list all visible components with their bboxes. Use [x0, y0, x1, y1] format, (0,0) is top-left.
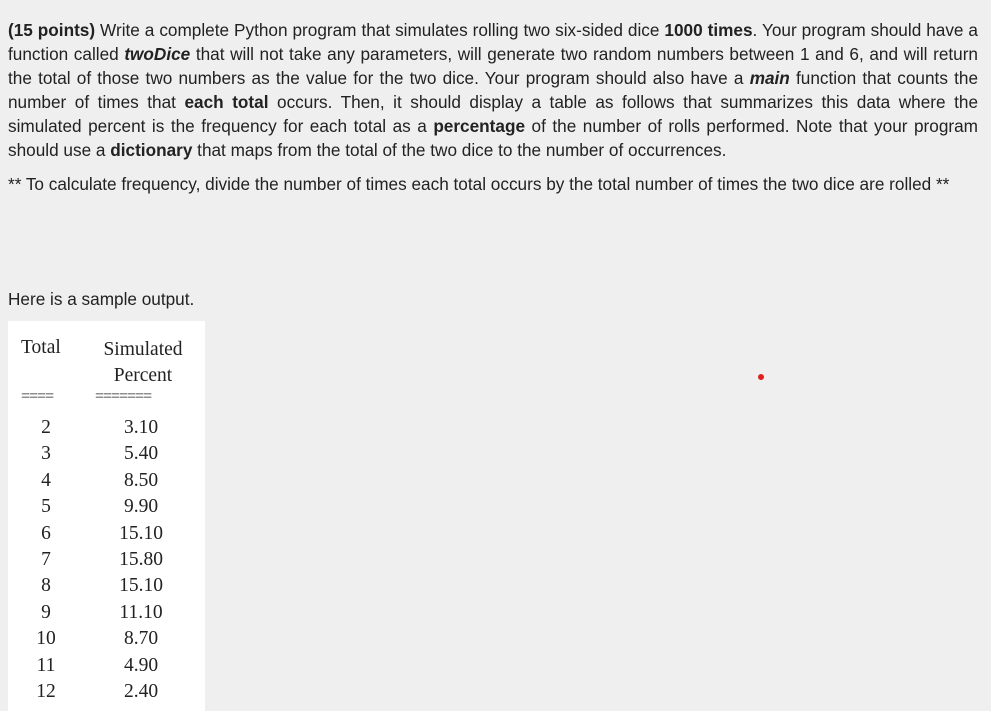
header-simulated: Simulated [103, 339, 183, 360]
header-total: Total [21, 337, 61, 358]
table-row [8, 417, 205, 443]
text-segment: that maps from the total of the two dice to the number of occurrences. [192, 140, 727, 160]
percent-cell: 15.80 [119, 549, 163, 570]
percent-cell: 4.90 [123, 654, 159, 676]
total-cell: 4 [41, 469, 51, 491]
dictionary-emphasis: dictionary [110, 140, 193, 160]
function-name-twodice: twoDice [124, 44, 191, 64]
points-label: (15 points) [8, 20, 96, 40]
table-row [8, 575, 205, 601]
table-row [8, 496, 205, 522]
text-segment: function that counts the number of times that [8, 68, 978, 112]
table-row [8, 602, 205, 628]
total-cell: 12 [36, 681, 56, 702]
red-dot-marker [758, 374, 764, 380]
total-cell: 10 [36, 628, 56, 650]
percent-cell: 11.10 [119, 601, 163, 623]
header-percent: Percent [113, 365, 173, 386]
percent-cell: 8.50 [123, 469, 159, 491]
table-row [8, 443, 205, 469]
percent-cell: 3.10 [123, 417, 159, 438]
table-row [8, 681, 205, 707]
total-cell: 7 [41, 549, 51, 570]
total-cell: 8 [41, 575, 51, 597]
sample-output-image [8, 321, 205, 711]
each-total-emphasis: each total [184, 92, 269, 112]
percent-cell: 15.10 [119, 575, 163, 597]
question-paragraph [8, 18, 978, 162]
percent-cell: 5.40 [123, 443, 159, 465]
total-cell: 3 [41, 443, 51, 465]
percentage-emphasis: percentage [433, 116, 526, 136]
table-row [8, 523, 205, 549]
table-row [8, 655, 205, 681]
text-segment: that will not take any parameters, will generate two random numbers between 1 and 6, and will return the total of those two numbers as the value for the two dice. Your program should also have a [8, 44, 978, 88]
percent-cell: 2.40 [123, 681, 159, 702]
function-name-main: main [749, 68, 790, 88]
text-segment: . Your program should have a function called [8, 20, 978, 64]
times-emphasis: 1000 times [664, 20, 753, 40]
text-segment: occurs. Then, it should display a table as follows that summarizes this data where the simulated percent is the frequency for each total as a [8, 92, 978, 136]
table-row [8, 628, 205, 654]
frequency-note: ** To calculate frequency, divide the number of times each total occurs by the total number of times the two dice are rolled ** [8, 174, 950, 194]
text-segment: Write a complete Python program that simulates rolling two six-sided dice [95, 20, 665, 40]
header-simulated-percent [93, 337, 193, 389]
table-row [8, 549, 205, 575]
question-text [8, 18, 978, 196]
percent-cell: 8.70 [123, 628, 159, 650]
text-segment: of the number of rolls performed. Note that your program should use a [8, 116, 978, 160]
total-cell: 6 [41, 522, 51, 544]
percent-cell: 9.90 [123, 496, 159, 518]
percent-cell: 15.10 [119, 522, 163, 544]
sample-output-label: Here is a sample output. [8, 289, 195, 309]
total-cell: 9 [41, 601, 51, 623]
total-cell: 2 [41, 417, 51, 438]
separator-simulated: ======= [95, 388, 152, 405]
table-row [8, 470, 205, 496]
total-cell: 5 [41, 496, 51, 518]
total-cell: 11 [36, 654, 56, 676]
separator-total: ==== [21, 388, 54, 405]
